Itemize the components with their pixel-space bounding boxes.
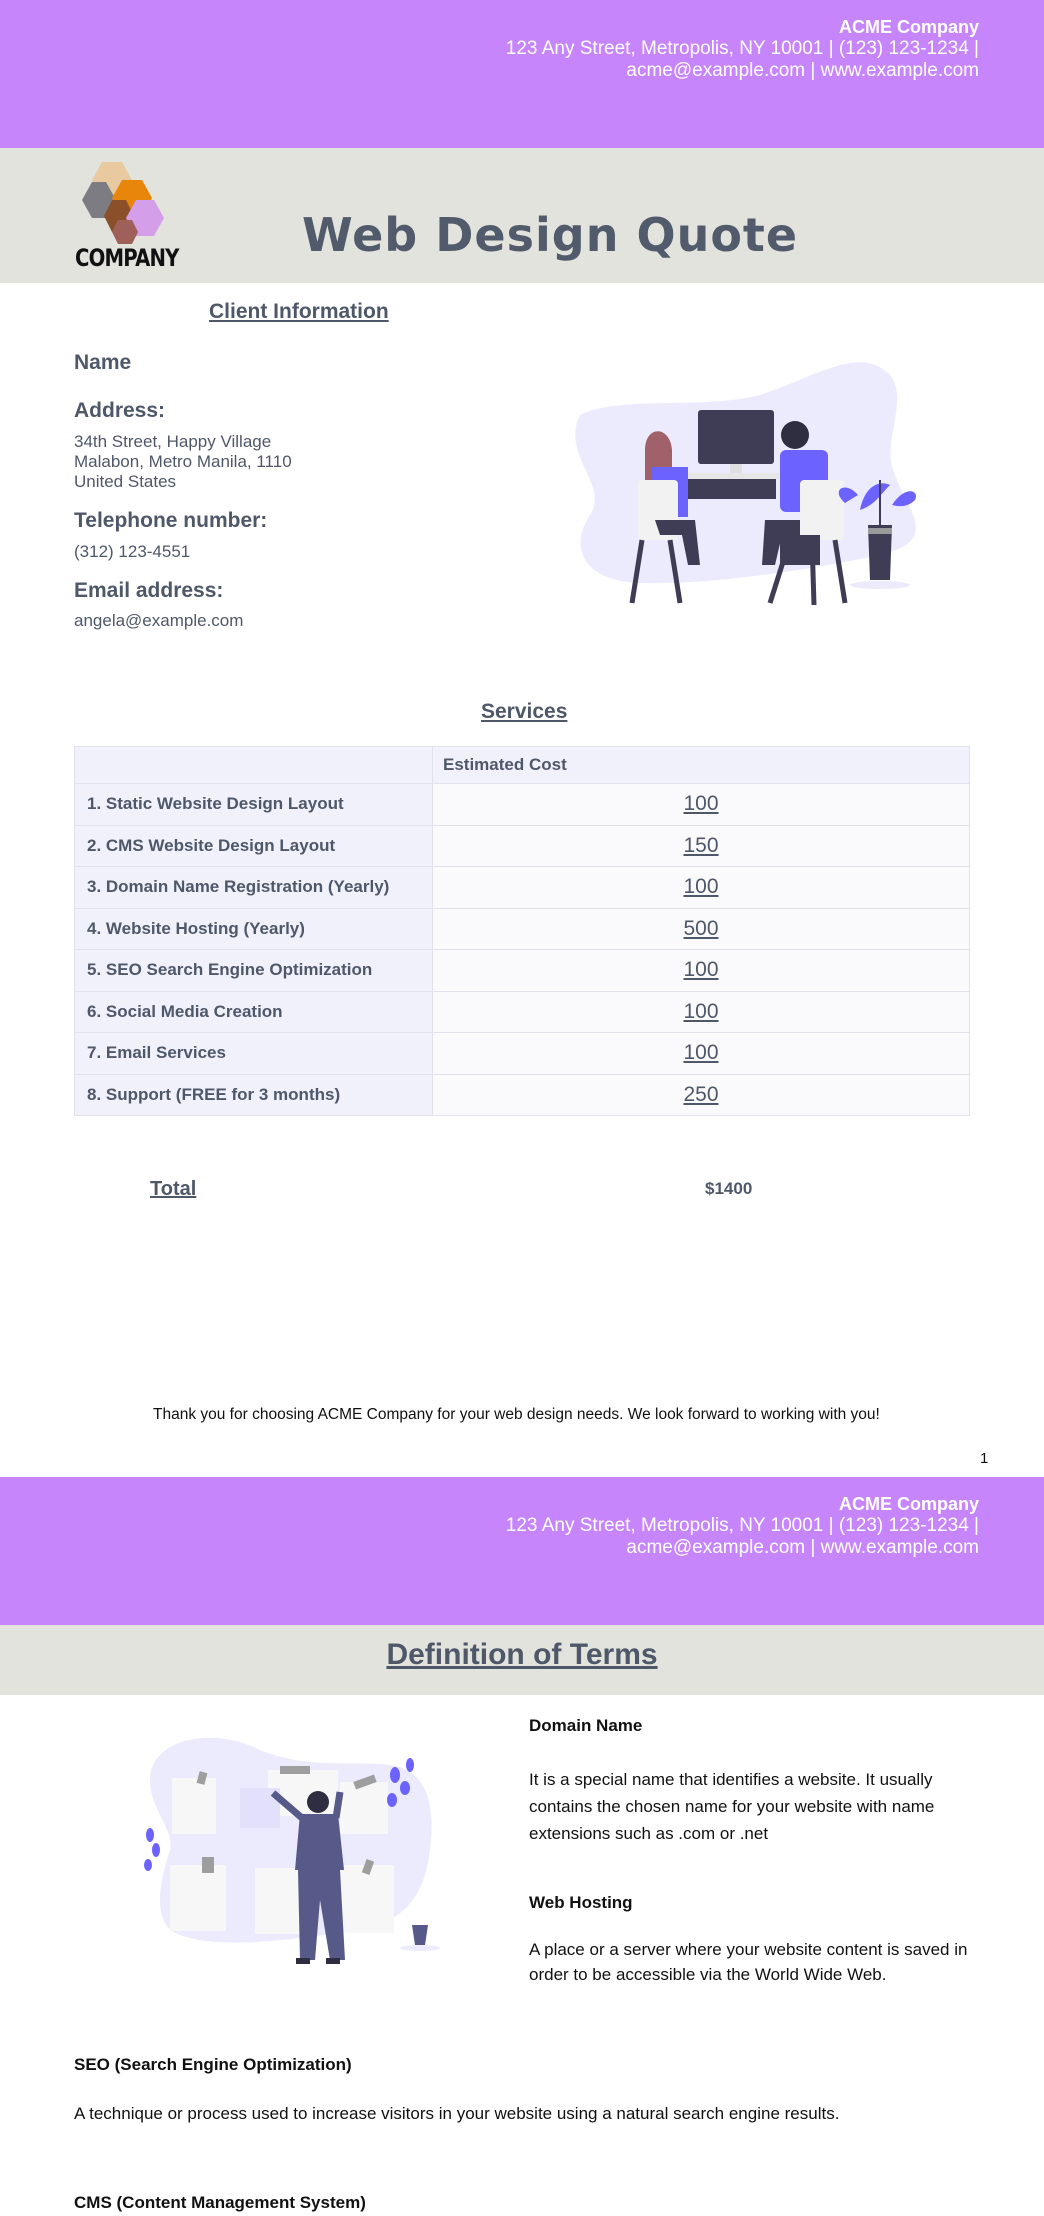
column-header-estimated-cost: Estimated Cost [433,747,970,784]
table-row [75,1033,970,1075]
service-cost: 150 [433,825,970,867]
total-label: Total [150,1178,197,1200]
page-title: Web Design Quote [302,208,799,262]
term-domain-name-desc: It is a special name that identifies a website. It usually contains the chosen name for your website with name extensions such as .com or .net [529,1770,935,1843]
term-seo-desc: A technique or process used to increase visitors in your website using a natural search engine results. [74,2104,840,2123]
column-header-service [75,747,433,784]
name-label: Name [74,351,132,374]
service-cost: 250 [433,1074,970,1116]
term-seo: SEO (Search Engine Optimization) [74,2055,352,2074]
service-cost: 500 [433,908,970,950]
service-cost: 100 [433,867,970,909]
service-name: 2. CMS Website Design Layout [75,825,433,867]
address-line: 34th Street, Happy Village [74,432,272,451]
company-name: ACME Company [838,1494,979,1514]
service-name: 8. Support (FREE for 3 months) [75,1074,433,1116]
services-heading: Services [481,700,568,723]
company-address: 123 Any Street, Metropolis, NY 10001 | (123) 123-1234 | [505,38,979,59]
address-value [74,432,292,492]
telephone-label: Telephone number: [74,509,268,532]
term-web-hosting-desc: A place or a server where your website content is saved in order to be accessible via the World Wide Web. [529,1940,968,1984]
service-cost: 100 [433,991,970,1033]
table-row [75,1074,970,1116]
company-header [0,0,1044,148]
email-value: angela@example.com [74,611,244,630]
table-row [75,867,970,909]
client-info-heading: Client Information [209,300,389,323]
table-header-row [75,747,970,784]
logo-wordmark: COMPANY [75,244,179,272]
address-line: Malabon, Metro Manila, 1110 [74,452,292,471]
planning-board-illustration-icon [140,1720,450,1980]
table-row [75,908,970,950]
definitions-title: Definition of Terms [386,1638,658,1671]
service-name: 5. SEO Search Engine Optimization [75,950,433,992]
table-row [75,991,970,1033]
company-contact: acme@example.com | www.example.com [626,1537,979,1558]
table-row [75,825,970,867]
services-table [74,746,970,1116]
company-address: 123 Any Street, Metropolis, NY 10001 | (123) 123-1234 | [505,1515,979,1536]
term-web-hosting: Web Hosting [529,1893,633,1912]
service-name: 3. Domain Name Registration (Yearly) [75,867,433,909]
service-cost: 100 [433,1033,970,1075]
service-name: 6. Social Media Creation [75,991,433,1033]
company-contact: acme@example.com | www.example.com [626,60,979,81]
company-header-page-2 [0,1477,1044,1625]
email-label: Email address: [74,579,224,602]
page-number: 1 [980,1450,989,1467]
address-line: United States [74,472,177,491]
term-cms: CMS (Content Management System) [74,2193,366,2212]
service-name: 7. Email Services [75,1033,433,1075]
service-name: 4. Website Hosting (Yearly) [75,908,433,950]
table-row [75,784,970,826]
service-cost: 100 [433,784,970,826]
term-domain-name: Domain Name [529,1716,643,1735]
telephone-value: (312) 123-4551 [74,542,191,561]
address-label: Address: [74,399,166,422]
thank-you-note: Thank you for choosing ACME Company for your web design needs. We look forward to working with you! [153,1406,880,1423]
team-at-computer-illustration-icon [560,355,940,605]
service-cost: 100 [433,950,970,992]
total-value: $1400 [705,1179,753,1198]
company-name: ACME Company [838,17,979,37]
table-row [75,950,970,992]
service-name: 1. Static Website Design Layout [75,784,433,826]
